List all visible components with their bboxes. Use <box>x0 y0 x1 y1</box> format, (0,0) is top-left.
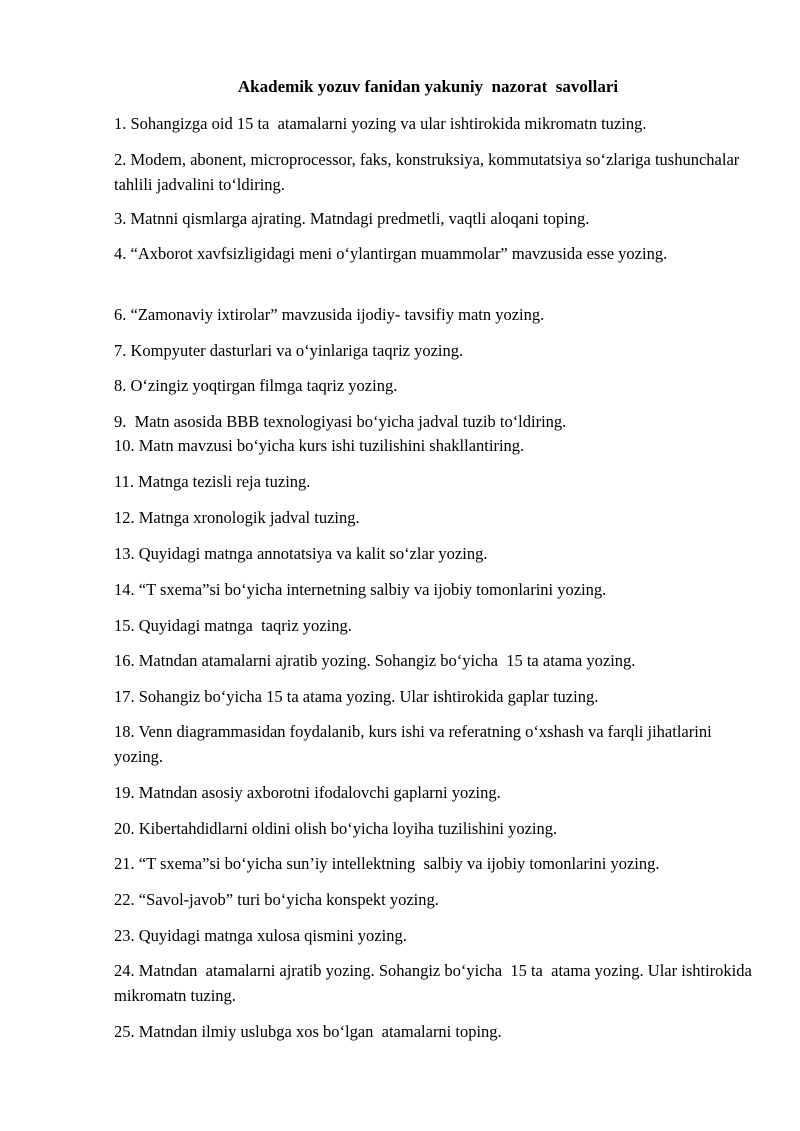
question-item: 11. Matnga tezisli reja tuzing. <box>114 472 311 491</box>
question-item: 6. “Zamonaviy ixtirolar” mavzusida ijodiy- tavsifiy matn yozing. <box>114 305 545 324</box>
question-item: 3. Matnni qismlarga ajrating. Matndagi predmetli, vaqtli aloqani toping. <box>114 209 590 228</box>
question-item: 21. “T sxema”si bo‘yicha sun’iy intellektning salbiy va ijobiy tomonlarini yozing. <box>114 854 660 873</box>
question-item: 18. Venn diagrammasidan foydalanib, kurs ishi va referatning o‘xshash va farqli jihatlarini yozing. <box>114 722 716 766</box>
question-item: 22. “Savol-javob” turi bo‘yicha konspekt yozing. <box>114 890 439 909</box>
question-item: 8. O‘zingiz yoqtirgan filmga taqriz yozing. <box>114 376 398 395</box>
question-item: 14. “T sxema”si bo‘yicha internetning salbiy va ijobiy tomonlarini yozing. <box>114 580 607 599</box>
question-item: 24. Matndan atamalarni ajratib yozing. Sohangiz bo‘yicha 15 ta atama yozing. Ular ishtirokida mikromatn tuzing. <box>114 961 756 1005</box>
question-item: 15. Quyidagi matnga taqriz yozing. <box>114 616 352 635</box>
question-item: 1. Sohangizga oid 15 ta atamalarni yozing va ular ishtirokida mikromatn tuzing. <box>114 114 647 133</box>
question-item: 16. Matndan atamalarni ajratib yozing. Sohangiz bo‘yicha 15 ta atama yozing. <box>114 651 636 670</box>
question-item: 25. Matndan ilmiy uslubga xos bo‘lgan atamalarni toping. <box>114 1022 502 1041</box>
document-title: Akademik yozuv fanidan yakuniy nazorat savollari <box>237 77 619 96</box>
question-item: 12. Matnga xronologik jadval tuzing. <box>114 508 360 527</box>
question-item: 19. Matndan asosiy axborotni ifodalovchi gaplarni yozing. <box>114 783 501 802</box>
question-item: 2. Modem, abonent, microprocessor, faks, konstruksiya, kommutatsiya so‘zlariga tushunchalar tahlili jadvalini to‘ldiring. <box>114 150 744 194</box>
question-item: 7. Kompyuter dasturlari va o‘yinlariga taqriz yozing. <box>114 341 464 360</box>
question-item: 23. Quyidagi matnga xulosa qismini yozing. <box>114 926 407 945</box>
question-item: 4. “Axborot xavfsizligidagi meni o‘ylantirgan muammolar” mavzusida esse yozing. <box>114 244 668 263</box>
question-item: 9. Matn asosida BBB texnologiyasi bo‘yicha jadval tuzib to‘ldiring. <box>114 412 567 431</box>
question-item: 20. Kibertahdidlarni oldini olish bo‘yicha loyiha tuzilishini yozing. <box>114 819 558 838</box>
question-item: 10. Matn mavzusi bo‘yicha kurs ishi tuzilishini shakllantiring. <box>114 436 525 455</box>
question-item: 13. Quyidagi matnga annotatsiya va kalit so‘zlar yozing. <box>114 544 488 563</box>
question-item: 17. Sohangiz bo‘yicha 15 ta atama yozing. Ular ishtirokida gaplar tuzing. <box>114 687 599 706</box>
